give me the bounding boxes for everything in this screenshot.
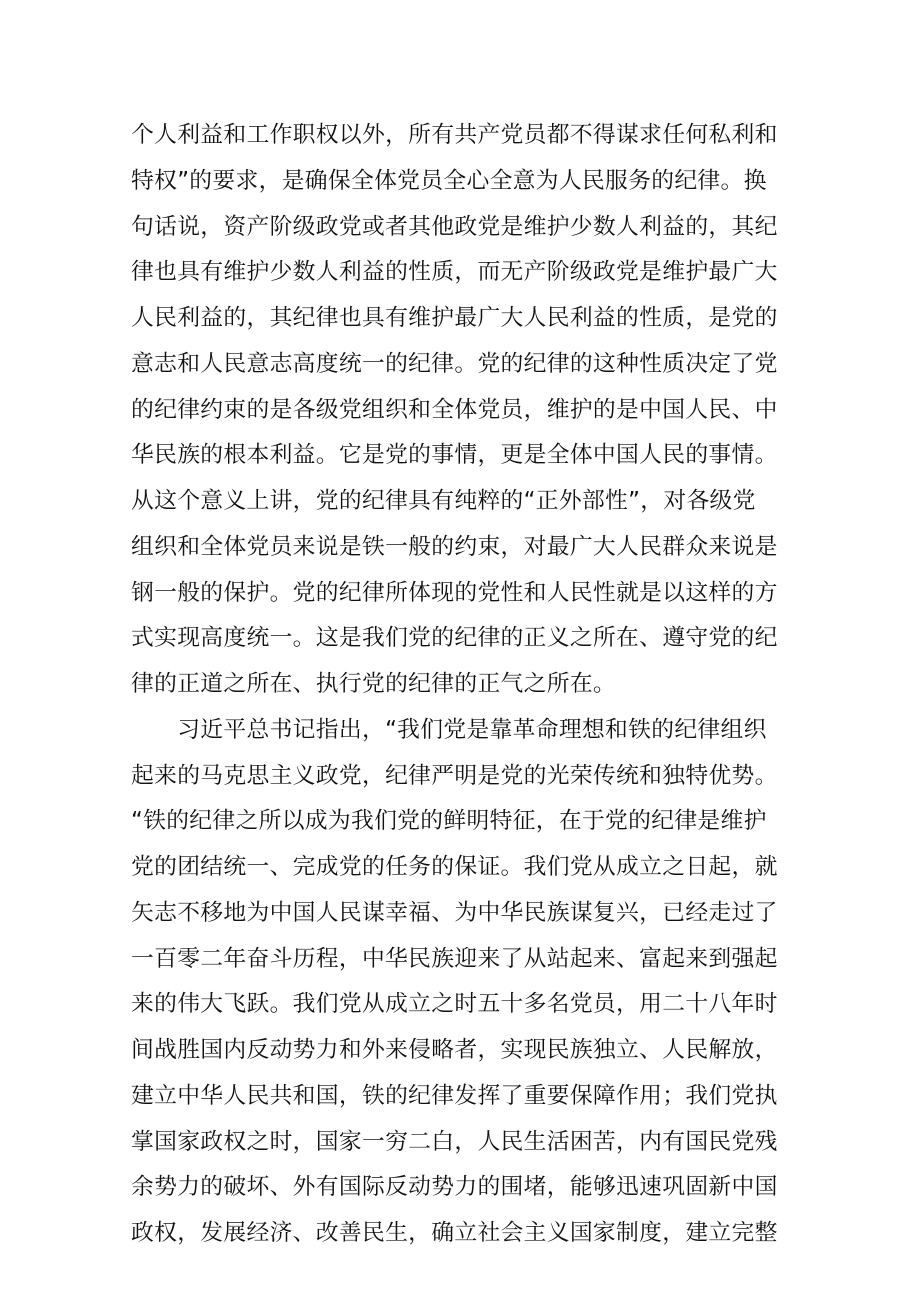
text-line: 钢一般的保护。党的纪律所体现的党性和人民性就是以这样的方 [131, 579, 778, 606]
text-line: 党的团结统一、完成党的任务的保证。我们党从成立之日起，就 [131, 854, 778, 880]
text-line: 律也具有维护少数人利益的性质，而无产阶级政党是维护最广大 [131, 259, 778, 286]
text-line: 习近平总书记指出，“我们党是靠革命理想和铁的纪律组织 [131, 716, 767, 743]
text-line: 一百零二年奋斗历程，中华民族迎来了从站起来、富起来到强起 [131, 945, 778, 972]
text-line: 特权”的要求，是确保全体党员全心全意为人民服务的纪律。换 [131, 167, 767, 194]
text-line: 个人利益和工作职权以外，所有共产党员都不得谋求任何私利和 [131, 122, 778, 148]
text-line: 律的正道之所在、执行党的纪律的正气之所在。 [131, 671, 617, 697]
text-line: 从这个意义上讲，党的纪律具有纯粹的“正外部性”，对各级党 [131, 488, 756, 514]
text-line: 间战胜国内反动势力和外来侵略者，实现民族独立、人民解放， [131, 1037, 778, 1063]
text-line: 的纪律约束的是各级党组织和全体党员，维护的是中国人民、中 [131, 396, 778, 423]
text-line: 组织和全体党员来说是铁一般的约束，对最广大人民群众来说是 [131, 533, 778, 560]
text-line: 余势力的破坏、外有国际反动势力的围堵，能够迅速巩固新中国 [131, 1174, 778, 1201]
text-line: 来的伟大飞跃。我们党从成立之时五十多名党员，用二十八年时 [131, 991, 778, 1018]
text-line: 起来的马克思主义政党，纪律严明是党的光荣传统和独特优势。 [131, 762, 778, 789]
text-line: 句话说，资产阶级政党或者其他政党是维护少数人利益的，其纪 [131, 213, 778, 240]
text-line: 掌国家政权之时，国家一穷二白，人民生活困苦，内有国民党残 [131, 1128, 778, 1155]
text-line: 政权，发展经济、改善民生，确立社会主义国家制度，建立完整 [131, 1220, 778, 1246]
body-text [131, 113, 791, 1257]
text-line: 式实现高度统一。这是我们党的纪律的正义之所在、遵守党的纪 [131, 625, 778, 652]
text-line: 意志和人民意志高度统一的纪律。党的纪律的这种性质决定了党 [131, 350, 778, 377]
text-line: 华民族的根本利益。它是党的事情，更是全体中国人民的事情。 [131, 442, 778, 469]
text-line: 建立中华人民共和国，铁的纪律发挥了重要保障作用；我们党执 [131, 1082, 778, 1109]
text-line: 人民利益的，其纪律也具有维护最广大人民利益的性质，是党的 [131, 305, 778, 331]
text-line: 矢志不移地为中国人民谋幸福、为中华民族谋复兴，已经走过了 [131, 899, 778, 926]
text-line: “铁的纪律之所以成为我们党的鲜明特征，在于党的纪律是维护 [131, 808, 767, 835]
